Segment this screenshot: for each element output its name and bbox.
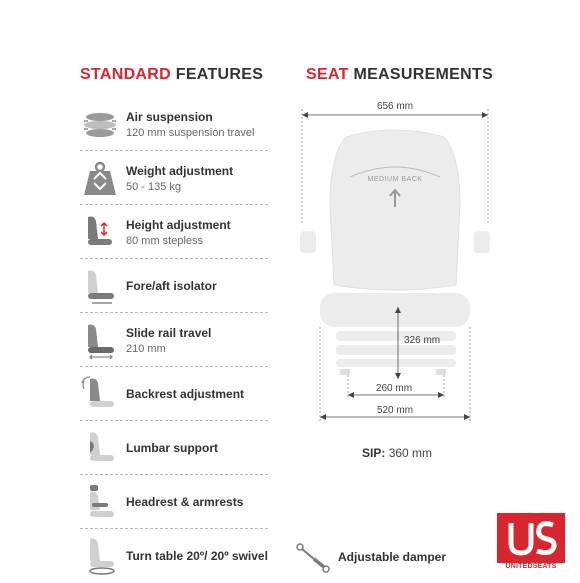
feature-backrest-adjustment (80, 367, 268, 421)
feature-subtitle: 50 - 135 kg (126, 180, 182, 193)
sip-value: 360 mm (388, 446, 433, 460)
adjustable-damper-label: Adjustable damper (338, 550, 447, 564)
feature-title: Air suspension (126, 109, 213, 124)
base-dimension-label: 520 mm (376, 405, 414, 416)
headrest-seat-icon (80, 483, 120, 523)
heading-accent-word: SEAT (306, 66, 349, 83)
heading-rest-word: FEATURES (175, 66, 264, 83)
height-seat-icon (80, 213, 120, 253)
feature-title: Slide rail travel (126, 325, 212, 340)
feature-lumbar-support (80, 421, 268, 475)
feature-height-adjustment (80, 205, 268, 259)
damper-icon (296, 543, 330, 573)
feature-headrest-armrests (80, 475, 268, 529)
standard-features-heading (80, 66, 263, 84)
logo-mark (497, 513, 565, 563)
feature-title: Turn table 20º/ 20º swivel (126, 549, 268, 563)
sip-measurement (362, 446, 432, 460)
feature-title: Weight adjustment (126, 163, 234, 178)
feature-air-suspension (80, 97, 268, 151)
right-armrest (474, 231, 490, 253)
feature-title: Fore/aft isolator (126, 279, 217, 293)
lumbar-seat-icon (80, 429, 120, 469)
air-suspension-icon (80, 105, 120, 145)
seat-measurement-diagram (290, 95, 500, 435)
feature-title: Headrest & armrests (126, 495, 244, 509)
feature-turn-table (80, 529, 268, 583)
seat-measurements-heading (306, 66, 493, 84)
feature-subtitle: 80 mm stepless (126, 234, 204, 247)
heading-rest-word: MEASUREMENTS (353, 66, 494, 83)
sip-label: SIP: (362, 446, 386, 460)
seat-backrest (330, 130, 460, 290)
turntable-seat-icon (80, 537, 120, 577)
fore-aft-seat-icon (80, 267, 120, 307)
feature-subtitle: 120 mm suspension travel (126, 126, 255, 139)
backrest-size-label: MEDIUM BACK (367, 176, 423, 183)
feature-weight-adjustment (80, 151, 268, 205)
left-armrest (300, 231, 316, 253)
width-dimension-label: 656 mm (376, 101, 414, 112)
weight-icon (80, 159, 120, 199)
seat-cushion (320, 293, 470, 327)
unitedseats-logo (497, 513, 565, 563)
rail-dimension-label: 260 mm (375, 383, 413, 394)
heading-accent-word: STANDARD (80, 66, 171, 83)
backrest-seat-icon (80, 375, 120, 415)
logo-caption: UNITEDSEATS (505, 563, 557, 570)
feature-slide-rail-travel (80, 313, 268, 367)
feature-title: Height adjustment (126, 217, 231, 232)
height-dimension-label: 326 mm (404, 335, 441, 346)
feature-subtitle: 210 mm (126, 342, 166, 355)
feature-title: Lumbar support (126, 441, 218, 455)
feature-fore-aft-isolator (80, 259, 268, 313)
feature-title: Backrest adjustment (126, 387, 245, 401)
slide-rail-seat-icon (80, 321, 120, 361)
